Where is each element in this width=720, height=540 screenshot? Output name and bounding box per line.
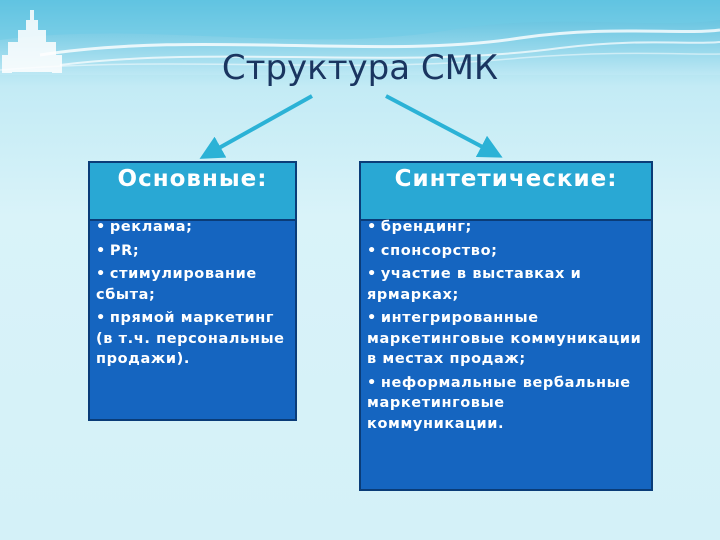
bullet-icon: • [96, 219, 106, 235]
arrow-right [386, 96, 492, 152]
list-item-text: участие в выставках и ярмарках; [367, 266, 582, 303]
list-item [96, 241, 287, 262]
bullet-icon: • [367, 219, 377, 235]
list-item-text: интегрированные маркетинговые коммуникации в местах продаж; [367, 310, 642, 367]
list-item [367, 373, 643, 435]
list-item [367, 217, 643, 238]
bullet-icon: • [367, 374, 377, 391]
list-item-text: прямой маркетинг (в т.ч. персональные продажи). [96, 310, 285, 367]
bullet-icon: • [96, 266, 106, 282]
list-item [367, 308, 643, 370]
left-card-list [96, 217, 287, 370]
list-item-text: PR; [109, 242, 140, 259]
bullet-icon: • [367, 310, 377, 326]
list-item-text: стимулирование сбыта; [96, 266, 257, 303]
list-item [96, 308, 287, 370]
right-card-list [367, 217, 643, 434]
list-item [367, 241, 643, 262]
list-item-text: спонсорство; [380, 242, 498, 259]
right-card-heading: Синтетические: [361, 163, 651, 221]
bullet-icon: • [96, 310, 106, 326]
right-card [359, 161, 653, 491]
arrow-left [210, 96, 312, 153]
list-item [96, 217, 287, 238]
list-item-text: неформальные вербальные маркетинговые коммуникации. [367, 374, 631, 432]
bullet-icon: • [367, 242, 377, 259]
list-item [96, 264, 287, 305]
left-card-body [96, 217, 287, 373]
bullet-icon: • [96, 242, 106, 259]
left-card [88, 161, 297, 421]
right-card-body [367, 217, 643, 437]
list-item [367, 264, 643, 305]
list-item-text: реклама; [109, 219, 193, 235]
left-card-heading: Основные: [90, 163, 295, 221]
bullet-icon: • [367, 266, 377, 282]
slide-title: Структура СМК [221, 48, 499, 88]
list-item-text: брендинг; [380, 219, 472, 235]
